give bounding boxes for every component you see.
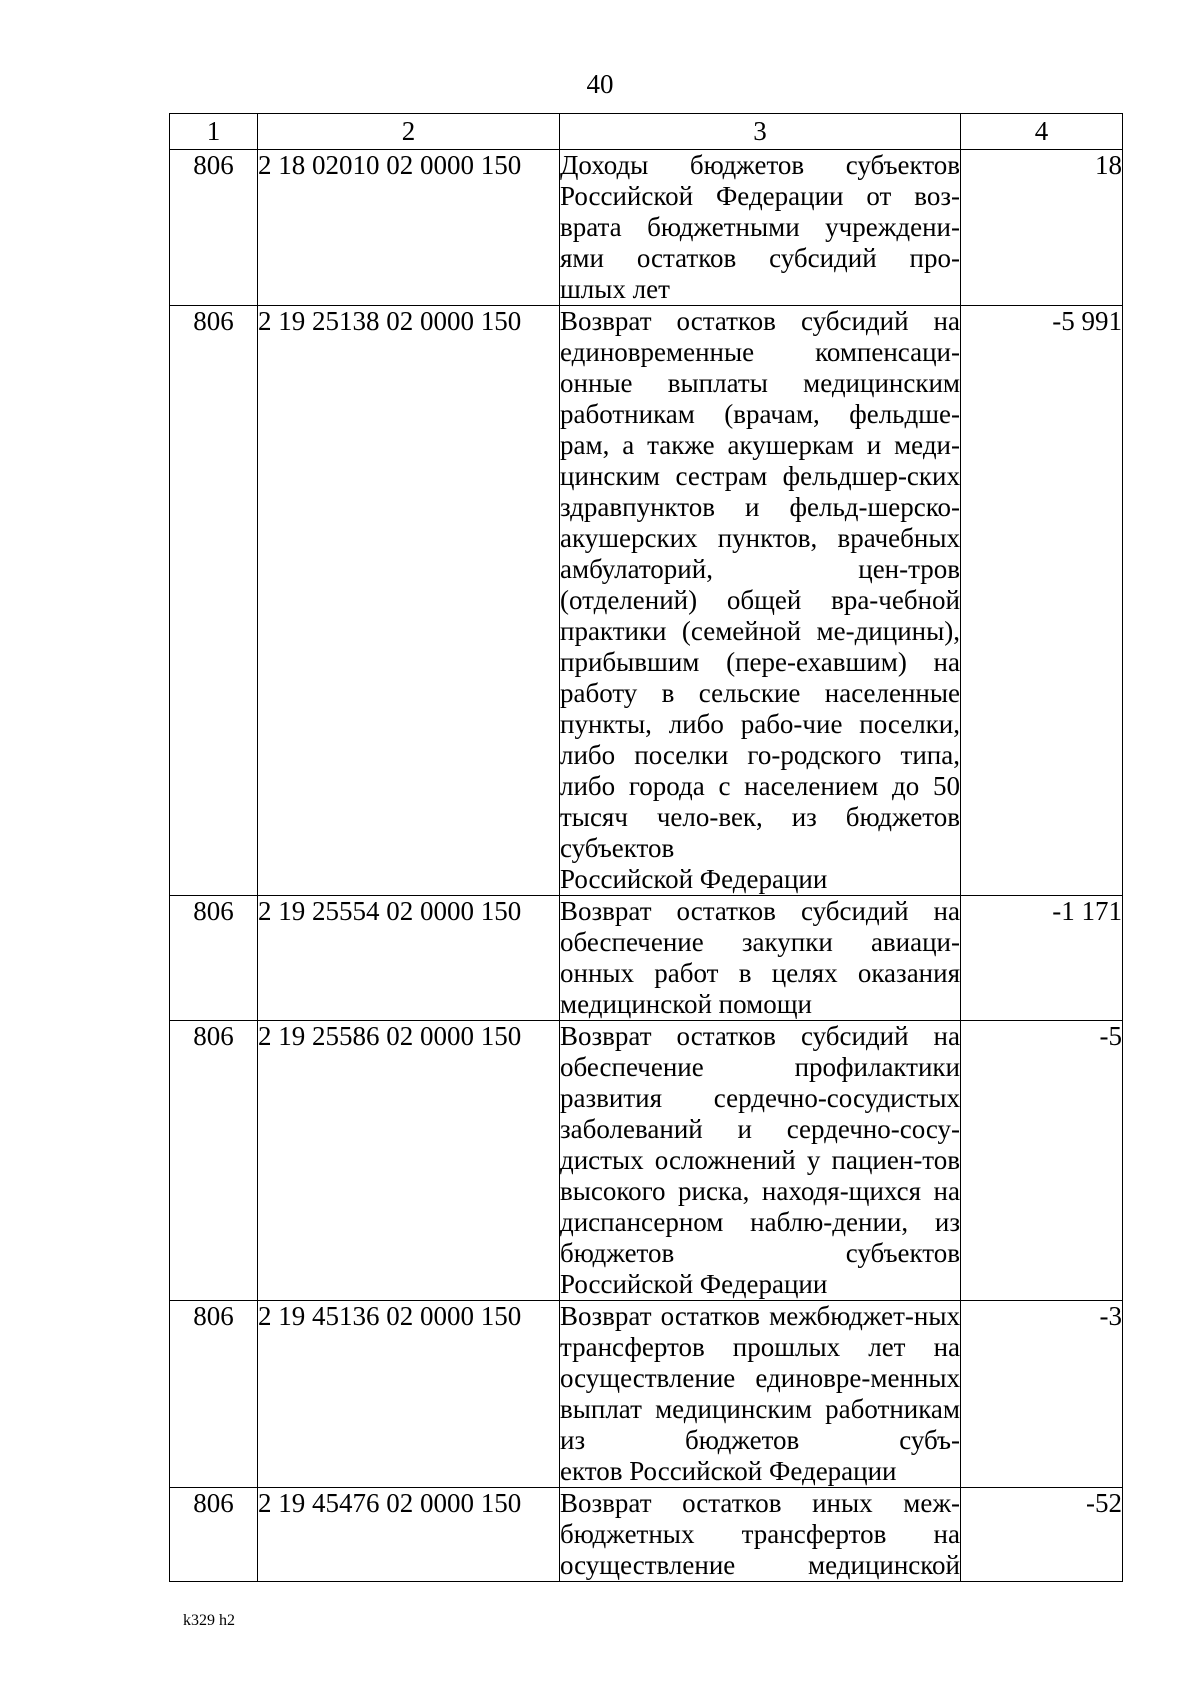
table-header-row [170, 114, 1123, 150]
admin-code-cell: 806 [170, 150, 258, 306]
footer-document-code: k329 h2 [183, 1612, 235, 1629]
description-text: Доходы бюджетов субъектов Российской Федерации от воз-врата бюджетными учреждени-ями остатков субсидий про- [560, 150, 960, 273]
admin-code-cell: 806 [170, 1488, 258, 1582]
table-row [170, 1021, 1123, 1301]
column-header: 1 [170, 114, 258, 150]
description-last-line: медицинской помощи [560, 989, 812, 1019]
description-cell [560, 1488, 961, 1582]
description-cell [560, 1301, 961, 1488]
budget-classification-code-cell: 2 19 25554 02 0000 150 [258, 896, 560, 1021]
amount-cell: -52 [961, 1488, 1123, 1582]
admin-code-cell: 806 [170, 1301, 258, 1488]
description-last-line: Российской Федерации [560, 864, 828, 894]
amount-cell: 18 [961, 150, 1123, 306]
column-header: 3 [560, 114, 961, 150]
page-number: 40 [586, 69, 614, 99]
description-cell [560, 1021, 961, 1301]
column-header: 2 [258, 114, 560, 150]
admin-code-cell: 806 [170, 306, 258, 896]
description-text: Возврат остатков иных меж-бюджетных трансфертов на осуществление медицинской [560, 1488, 960, 1580]
admin-code-cell: 806 [170, 1021, 258, 1301]
column-header: 4 [961, 114, 1123, 150]
amount-cell: -3 [961, 1301, 1123, 1488]
admin-code-cell: 806 [170, 896, 258, 1021]
table-row [170, 1488, 1123, 1582]
table-row [170, 1301, 1123, 1488]
description-cell [560, 150, 961, 306]
budget-classification-code-cell: 2 19 45136 02 0000 150 [258, 1301, 560, 1488]
budget-classification-code-cell: 2 19 25586 02 0000 150 [258, 1021, 560, 1301]
budget-classification-code-cell: 2 19 25138 02 0000 150 [258, 306, 560, 896]
budget-classification-code-cell: 2 18 02010 02 0000 150 [258, 150, 560, 306]
description-text: Возврат остатков субсидий на обеспечение профилактики развития сердечно-сосудистых заболеваний и сердечно-сосу-дистых осложнений у пациен-тов высокого риска, находя-щихся на диспансерном наблю-дении, из бюджетов субъектов [560, 1021, 960, 1268]
amount-cell: -5 [961, 1021, 1123, 1301]
amount-cell: -1 171 [961, 896, 1123, 1021]
description-last-line: Российской Федерации [560, 1269, 828, 1299]
description-cell [560, 306, 961, 896]
description-cell [560, 896, 961, 1021]
description-text: Возврат остатков субсидий на единовременные компенсаци-онные выплаты медицинским работникам (врачам, фельдше-рам, а также акушеркам и меди-цинским сестрам фельдшер-ских здравпунктов и фельд-шерско-акушерских пунктов, врачебных амбулаторий, цен-тров (отделений) общей вра-чебной практики (семейной ме-дицины), прибывшим (пере-ехавшим) на работу в сельские населенные пункты, либо рабо-чие поселки, либо поселки го-родского типа, либо города с населением до 50 тысяч чело-век, из бюджетов субъектов [560, 306, 960, 863]
description-last-line: шлых лет [560, 274, 670, 304]
table-row [170, 896, 1123, 1021]
table-row [170, 306, 1123, 896]
description-text: Возврат остатков межбюджет-ных трансфертов прошлых лет на осуществление единовре-менных выплат медицинским работникам из бюджетов субъ- [560, 1301, 960, 1455]
description-text: Возврат остатков субсидий на обеспечение закупки авиаци-онных работ в целях оказания [560, 896, 960, 988]
budget-table [169, 113, 1123, 1582]
budget-classification-code-cell: 2 19 45476 02 0000 150 [258, 1488, 560, 1582]
table-row [170, 150, 1123, 306]
description-last-line: ектов Российской Федерации [560, 1456, 897, 1486]
amount-cell: -5 991 [961, 306, 1123, 896]
